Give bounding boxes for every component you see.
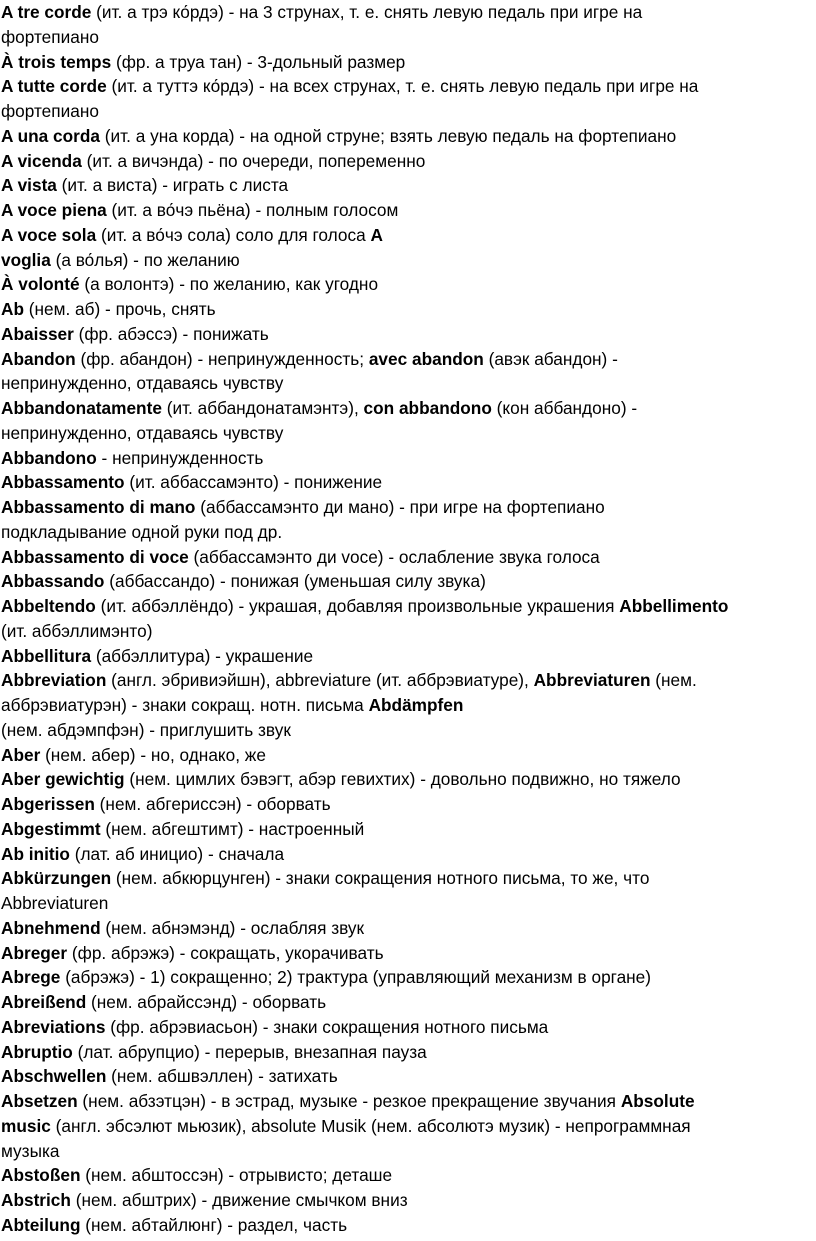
definition-text: (нем. абзэтцэн) - в эстрад, музыке - резкое прекращение звучания	[77, 1091, 621, 1111]
term: Abbassamento	[1, 472, 125, 493]
text-line	[1, 1114, 813, 1139]
text-line	[1, 569, 813, 594]
term: A voce sola	[1, 224, 97, 245]
text-line	[1, 173, 813, 198]
term: Abbellitura	[1, 645, 92, 666]
term: Abbassamento di mano	[1, 497, 196, 517]
text-line	[1, 248, 813, 273]
definition-text: (нем. абгештимт) - настроенный	[100, 818, 365, 839]
definition-text: (абрэжэ) - 1) сокращенно; 2) трактура (управляющий механизм в органе)	[60, 967, 652, 988]
term: Abreger	[1, 942, 68, 963]
definition-text: (аббассамэнто ди voce) - ослабление звука голоса	[188, 546, 600, 567]
text-line	[1, 322, 813, 347]
term: Abaisser	[1, 323, 74, 344]
text-line	[1, 347, 813, 372]
term: A	[370, 224, 383, 245]
definition-text: (англ. эбсэлют мьюзик), absolute Musik (нем. абсолютэ музик) - непрограммная	[50, 1115, 691, 1136]
definition-text: (лат. абрупцио) - перерыв, внезапная пауза	[72, 1041, 427, 1062]
text-line	[1, 644, 813, 669]
text-line	[1, 668, 813, 693]
text-line	[1, 594, 813, 619]
definition-text: - непринужденность	[96, 447, 264, 468]
text-line	[1, 817, 813, 842]
definition-text: непринужденно, отдаваясь чувству	[1, 373, 284, 394]
definition-text: (нем. абкюрцунген) - знаки сокращения нотного письма, то же, что	[111, 868, 650, 889]
term: A vista	[1, 175, 57, 196]
text-line	[1, 619, 813, 644]
text-line	[1, 446, 813, 471]
term: A una corda	[1, 125, 100, 146]
term: Abschwellen	[1, 1066, 107, 1087]
term: Abbandonatamente	[1, 398, 162, 418]
definition-text: (ит. аббэллёндо) - украшая, добавляя произвольные украшения	[95, 596, 620, 616]
definition-text: подкладывание одной руки под др.	[1, 521, 283, 542]
term: avec abandon	[368, 348, 484, 369]
definition-text: (ит. а виста) - играть с листа	[56, 175, 289, 196]
text-line	[1, 149, 813, 174]
term: A voce piena	[1, 200, 107, 220]
term: music	[1, 1115, 51, 1136]
term: Abstrich	[1, 1190, 71, 1210]
text-line	[1, 371, 813, 396]
term: Abgerissen	[1, 794, 95, 814]
text-line	[1, 916, 813, 941]
definition-text: (англ. эбривиэйшн), abbreviature (ит. аббрэвиатуре),	[106, 670, 534, 691]
term: Abbassamento di voce	[1, 546, 189, 567]
term: Abbeltendo	[1, 596, 96, 616]
term: Abruptio	[1, 1041, 73, 1062]
definition-text: (ит. а во́чэ пьёна) - полным голосом	[106, 200, 399, 220]
definition-text: (нем. аб) - прочь, снять	[23, 299, 216, 319]
definition-text: (фр. абрэвиасьон) - знаки сокращения нотного письма	[105, 1016, 549, 1037]
term: Ab initio	[1, 843, 70, 864]
text-line	[1, 74, 813, 99]
definition-text: (нем.	[650, 670, 697, 691]
term: Abreviations	[1, 1016, 106, 1037]
term: Absolute	[620, 1091, 695, 1111]
definition-text: (аббассамэнто ди мано) - при игре на фортепиано	[195, 497, 605, 517]
definition-text: (нем. абнэмэнд) - ослабляя звук	[100, 917, 365, 938]
definition-text: (аббассандо) - понижая (уменьшая силу звука)	[104, 571, 486, 592]
text-line	[1, 50, 813, 75]
term: Abdämpfen	[368, 695, 464, 715]
term: voglia	[1, 249, 51, 270]
text-line	[1, 693, 813, 718]
definition-text: (а волонтэ) - по желанию, как угодно	[79, 274, 379, 295]
text-line	[1, 198, 813, 223]
term: Abstoßen	[1, 1165, 81, 1186]
text-line	[1, 25, 813, 50]
term: Abbreviaturen	[533, 670, 651, 691]
term: Aber gewichtig	[1, 769, 125, 790]
text-line	[1, 1064, 813, 1089]
term: Absetzen	[1, 1091, 78, 1111]
term: Abandon	[1, 348, 76, 369]
definition-text: (лат. аб иницио) - сначала	[69, 843, 285, 864]
text-line	[1, 767, 813, 792]
definition-text: (авэк абандон) -	[483, 348, 618, 369]
definition-text: (нем. абштрих) - движение смычком вниз	[70, 1190, 408, 1210]
definition-text: (аббэллитура) - украшение	[91, 645, 314, 666]
definition-text: непринужденно, отдаваясь чувству	[1, 422, 284, 443]
definition-text: (ит. а во́чэ сола) соло для голоса	[96, 224, 371, 245]
definition-text: (ит. а трэ ко́рдэ) - на 3 струнах, т. е. снять левую педаль при игре на	[91, 2, 643, 22]
text-line	[1, 297, 813, 322]
text-line	[1, 520, 813, 545]
term: Abrege	[1, 967, 61, 988]
definition-text: музыка	[1, 1140, 60, 1161]
definition-text: аббрэвиатурэн) - знаки сокращ. нотн. письма	[1, 695, 369, 715]
text-line	[1, 1213, 813, 1238]
definition-text: (ит. а вичэнда) - по очереди, попеременно	[81, 150, 426, 171]
definition-text: (фр. абандон) - непринужденность;	[75, 348, 369, 369]
text-line	[1, 990, 813, 1015]
definition-text: (нем. абштоссэн) - отрывисто; деташе	[80, 1165, 393, 1186]
text-line	[1, 495, 813, 520]
text-line	[1, 941, 813, 966]
definition-text: (ит. аббэллимэнто)	[1, 620, 153, 641]
definition-text: (а во́лья) - по желанию	[50, 249, 240, 270]
text-line	[1, 743, 813, 768]
term: Abbandono	[1, 447, 97, 468]
term: Ab	[1, 299, 24, 319]
definition-text: (кон аббандоно) -	[491, 398, 638, 418]
text-line	[1, 842, 813, 867]
definition-text: Abbreviaturen	[1, 893, 109, 913]
term: A tutte corde	[1, 76, 107, 97]
text-line	[1, 545, 813, 570]
term: A tre corde	[1, 2, 92, 22]
text-line	[1, 718, 813, 743]
term: Abbellimento	[619, 596, 729, 616]
text-line	[1, 1163, 813, 1188]
term: Abgestimmt	[1, 818, 101, 839]
term: con abbandono	[363, 398, 492, 418]
definition-text: (ит. аббандонатамэнтэ),	[161, 398, 364, 418]
text-line	[1, 470, 813, 495]
text-line	[1, 866, 813, 891]
text-line	[1, 272, 813, 297]
definition-text: (ит. аббассамэнто) - понижение	[124, 472, 383, 493]
definition-text: (нем. абдэмпфэн) - приглушить звук	[1, 719, 291, 740]
text-line	[1, 99, 813, 124]
definition-text: фортепиано	[1, 101, 99, 121]
definition-text: (фр. абрэжэ) - сокращать, укорачивать	[67, 942, 384, 963]
definition-text: (ит. а уна корда) - на одной струне; взять левую педаль на фортепиано	[99, 125, 677, 146]
definition-text: фортепиано	[1, 26, 99, 47]
definition-text: (нем. абрайссэнд) - оборвать	[86, 992, 327, 1012]
term: À volonté	[1, 274, 80, 295]
term: Aber	[1, 744, 41, 765]
definition-text: (нем. абтайлюнг) - раздел, часть	[80, 1214, 348, 1235]
text-line	[1, 1188, 813, 1213]
definition-text: (нем. абер) - но, однако, же	[40, 744, 266, 765]
definition-text: (нем. абгериссэн) - оборвать	[94, 794, 331, 814]
text-line	[1, 891, 813, 916]
definition-text: (нем. цимлих бэвэгт, абэр гевихтих) - довольно подвижно, но тяжело	[124, 769, 681, 790]
definition-text: (фр. абэссэ) - понижать	[73, 323, 269, 344]
text-line	[1, 1139, 813, 1164]
text-line	[1, 792, 813, 817]
definition-text: (фр. а труа тан) - 3-дольный размер	[111, 51, 406, 72]
text-line	[1, 0, 813, 25]
text-line	[1, 1040, 813, 1065]
text-line	[1, 124, 813, 149]
term: Abreißend	[1, 992, 87, 1012]
text-line	[1, 223, 813, 248]
term: Abbreviation	[1, 670, 107, 691]
text-line	[1, 1015, 813, 1040]
term: À trois temps	[1, 51, 112, 72]
definition-text: (ит. а туттэ ко́рдэ) - на всех струнах, т. е. снять левую педаль при игре на	[106, 76, 699, 97]
term: Abnehmend	[1, 917, 101, 938]
term: Abbassando	[1, 571, 105, 592]
text-line	[1, 396, 813, 421]
term: Abkürzungen	[1, 868, 112, 889]
text-line	[1, 965, 813, 990]
text-line	[1, 1089, 813, 1114]
term: A vicenda	[1, 150, 82, 171]
text-line	[1, 421, 813, 446]
term: Abteilung	[1, 1214, 81, 1235]
dictionary-text	[1, 0, 815, 1238]
definition-text: (нем. абшвэллен) - затихать	[106, 1066, 338, 1087]
